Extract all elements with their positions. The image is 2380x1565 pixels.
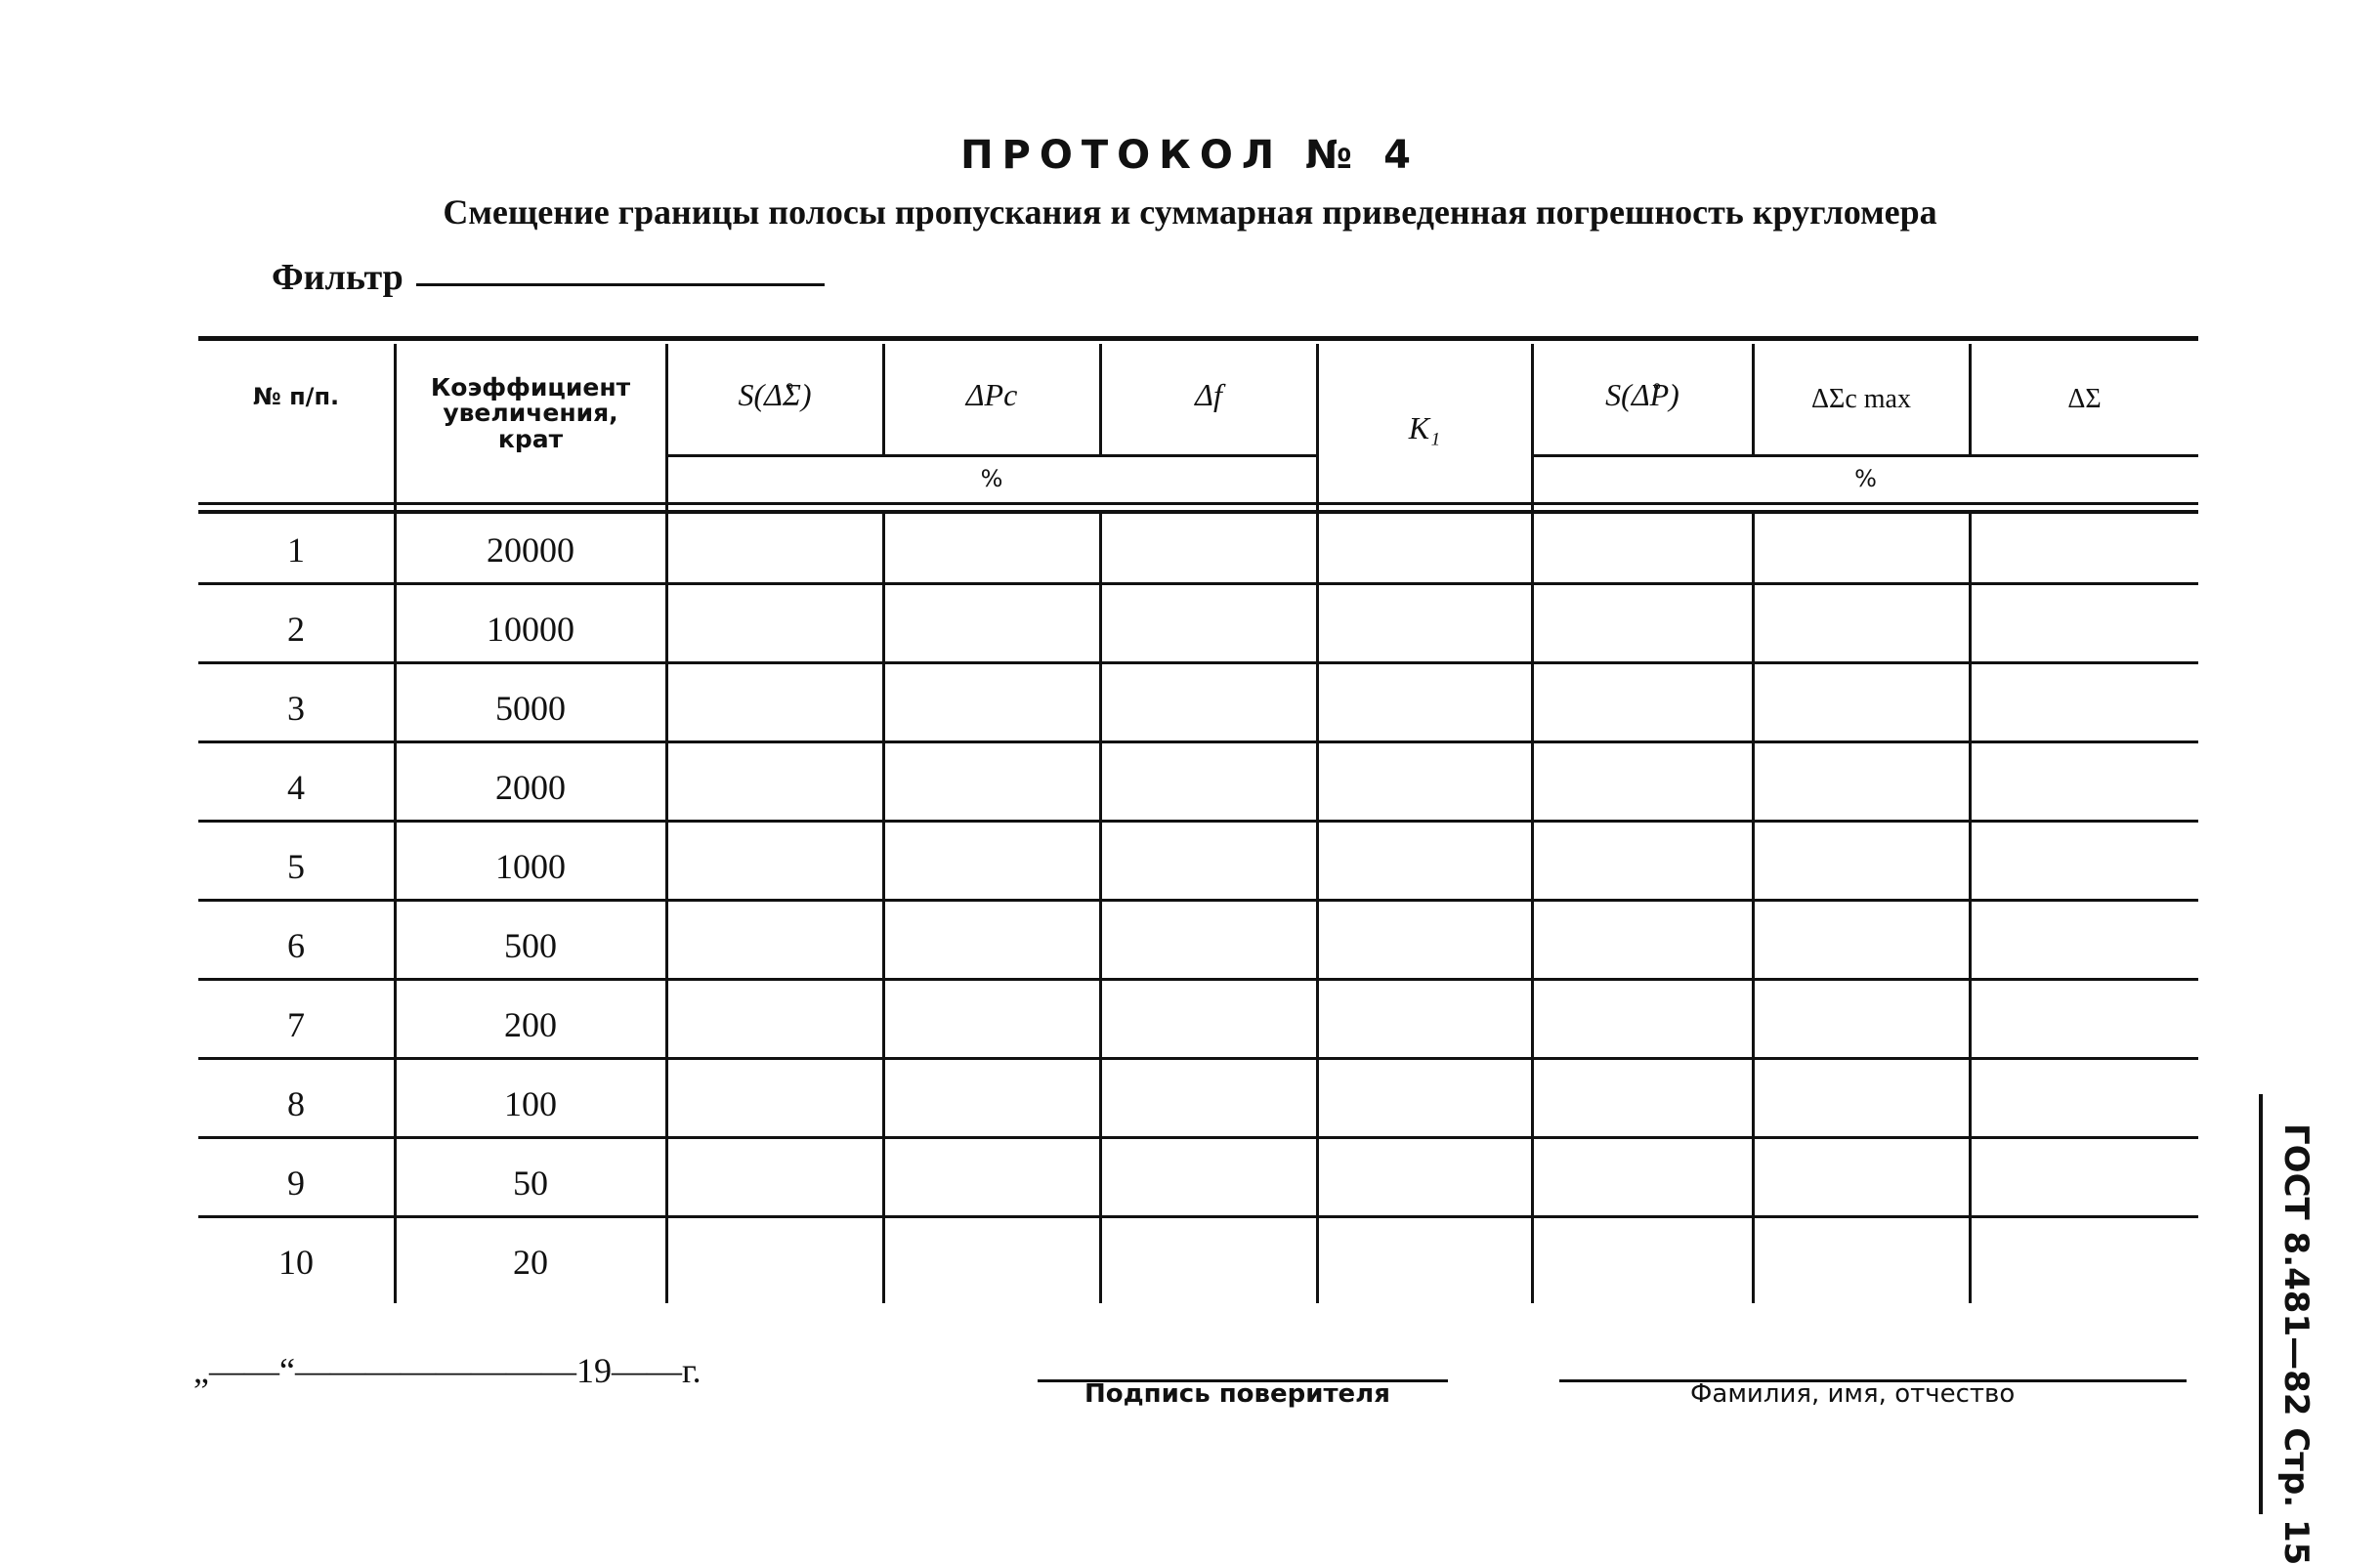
row-coefficient: 2000 (495, 768, 566, 807)
header-bottom-border (198, 502, 2198, 505)
row-divider (198, 582, 2198, 585)
row-coefficient: 1000 (495, 847, 566, 886)
protocol-table (198, 336, 2198, 1303)
row-number: 1 (287, 530, 305, 570)
row-number: 8 (287, 1084, 305, 1123)
col-divider (882, 512, 885, 1303)
row-coefficient: 20 (513, 1243, 548, 1282)
row-divider (198, 740, 2198, 743)
header-delta-f: Δf (1195, 377, 1222, 412)
col-divider (1752, 512, 1755, 1303)
header-delta-pc: ΔPc (965, 377, 1018, 412)
row-coefficient: 200 (504, 1005, 557, 1044)
row-divider (198, 978, 2198, 981)
row-number: 9 (287, 1163, 305, 1203)
header-delta-sigma-c-max: ΔΣc max (1811, 384, 1911, 414)
col-divider (1099, 512, 1102, 1303)
page-subtitle: Смещение границы полосы пропускания и суммарная приведенная погрешность кругломера (443, 192, 1937, 232)
filter-label: Фильтр (272, 257, 404, 298)
header-number: № п/п. (252, 383, 340, 410)
header-subline-left (667, 454, 1319, 457)
side-divider (2259, 1094, 2263, 1514)
col-divider (1316, 344, 1319, 1303)
row-number: 10 (278, 1243, 314, 1282)
row-coefficient: 100 (504, 1084, 557, 1123)
date-field[interactable]: „——“————————19——г. (193, 1351, 701, 1390)
header-s-delta-p: S(Δ̊P) (1605, 377, 1679, 412)
row-number: 6 (287, 926, 305, 965)
page-number-label: ГОСТ 8.481—82 Стр. 15 (2276, 1123, 2316, 1565)
row-divider (198, 661, 2198, 664)
header-unit-percent-right: % (1854, 465, 1877, 492)
header-coefficient: Коэффициент увеличения, крат (430, 373, 631, 453)
header-delta-sigma: ΔΣ (2067, 384, 2102, 414)
signature-label: Подпись поверителя (1084, 1379, 1390, 1409)
row-divider (198, 1136, 2198, 1139)
name-label: Фамилия, имя, отчество (1690, 1379, 2016, 1409)
header-k1: K₁ (1408, 410, 1441, 445)
row-divider (198, 1057, 2198, 1060)
header-bottom-border-2 (198, 510, 2198, 514)
row-coefficient: 50 (513, 1163, 548, 1203)
row-divider (198, 820, 2198, 823)
page-title: ПРОТОКОЛ № 4 (960, 133, 1420, 178)
row-divider (198, 899, 2198, 902)
row-number: 4 (287, 768, 305, 807)
row-number: 2 (287, 610, 305, 649)
col-divider (1969, 512, 1972, 1303)
header-subline-right (1534, 454, 2198, 457)
filter-input-line[interactable] (416, 283, 825, 286)
row-number: 3 (287, 689, 305, 728)
table-top-border (198, 336, 2198, 341)
row-coefficient: 10000 (487, 610, 574, 649)
row-coefficient: 5000 (495, 689, 566, 728)
row-coefficient: 500 (504, 926, 557, 965)
header-unit-percent-left: % (980, 465, 1003, 492)
header-s-delta-sigma: S(Δ̊Σ) (738, 377, 812, 412)
row-coefficient: 20000 (487, 530, 574, 570)
row-number: 5 (287, 847, 305, 886)
row-number: 7 (287, 1005, 305, 1044)
row-divider (198, 1215, 2198, 1218)
col-divider (394, 344, 397, 1303)
